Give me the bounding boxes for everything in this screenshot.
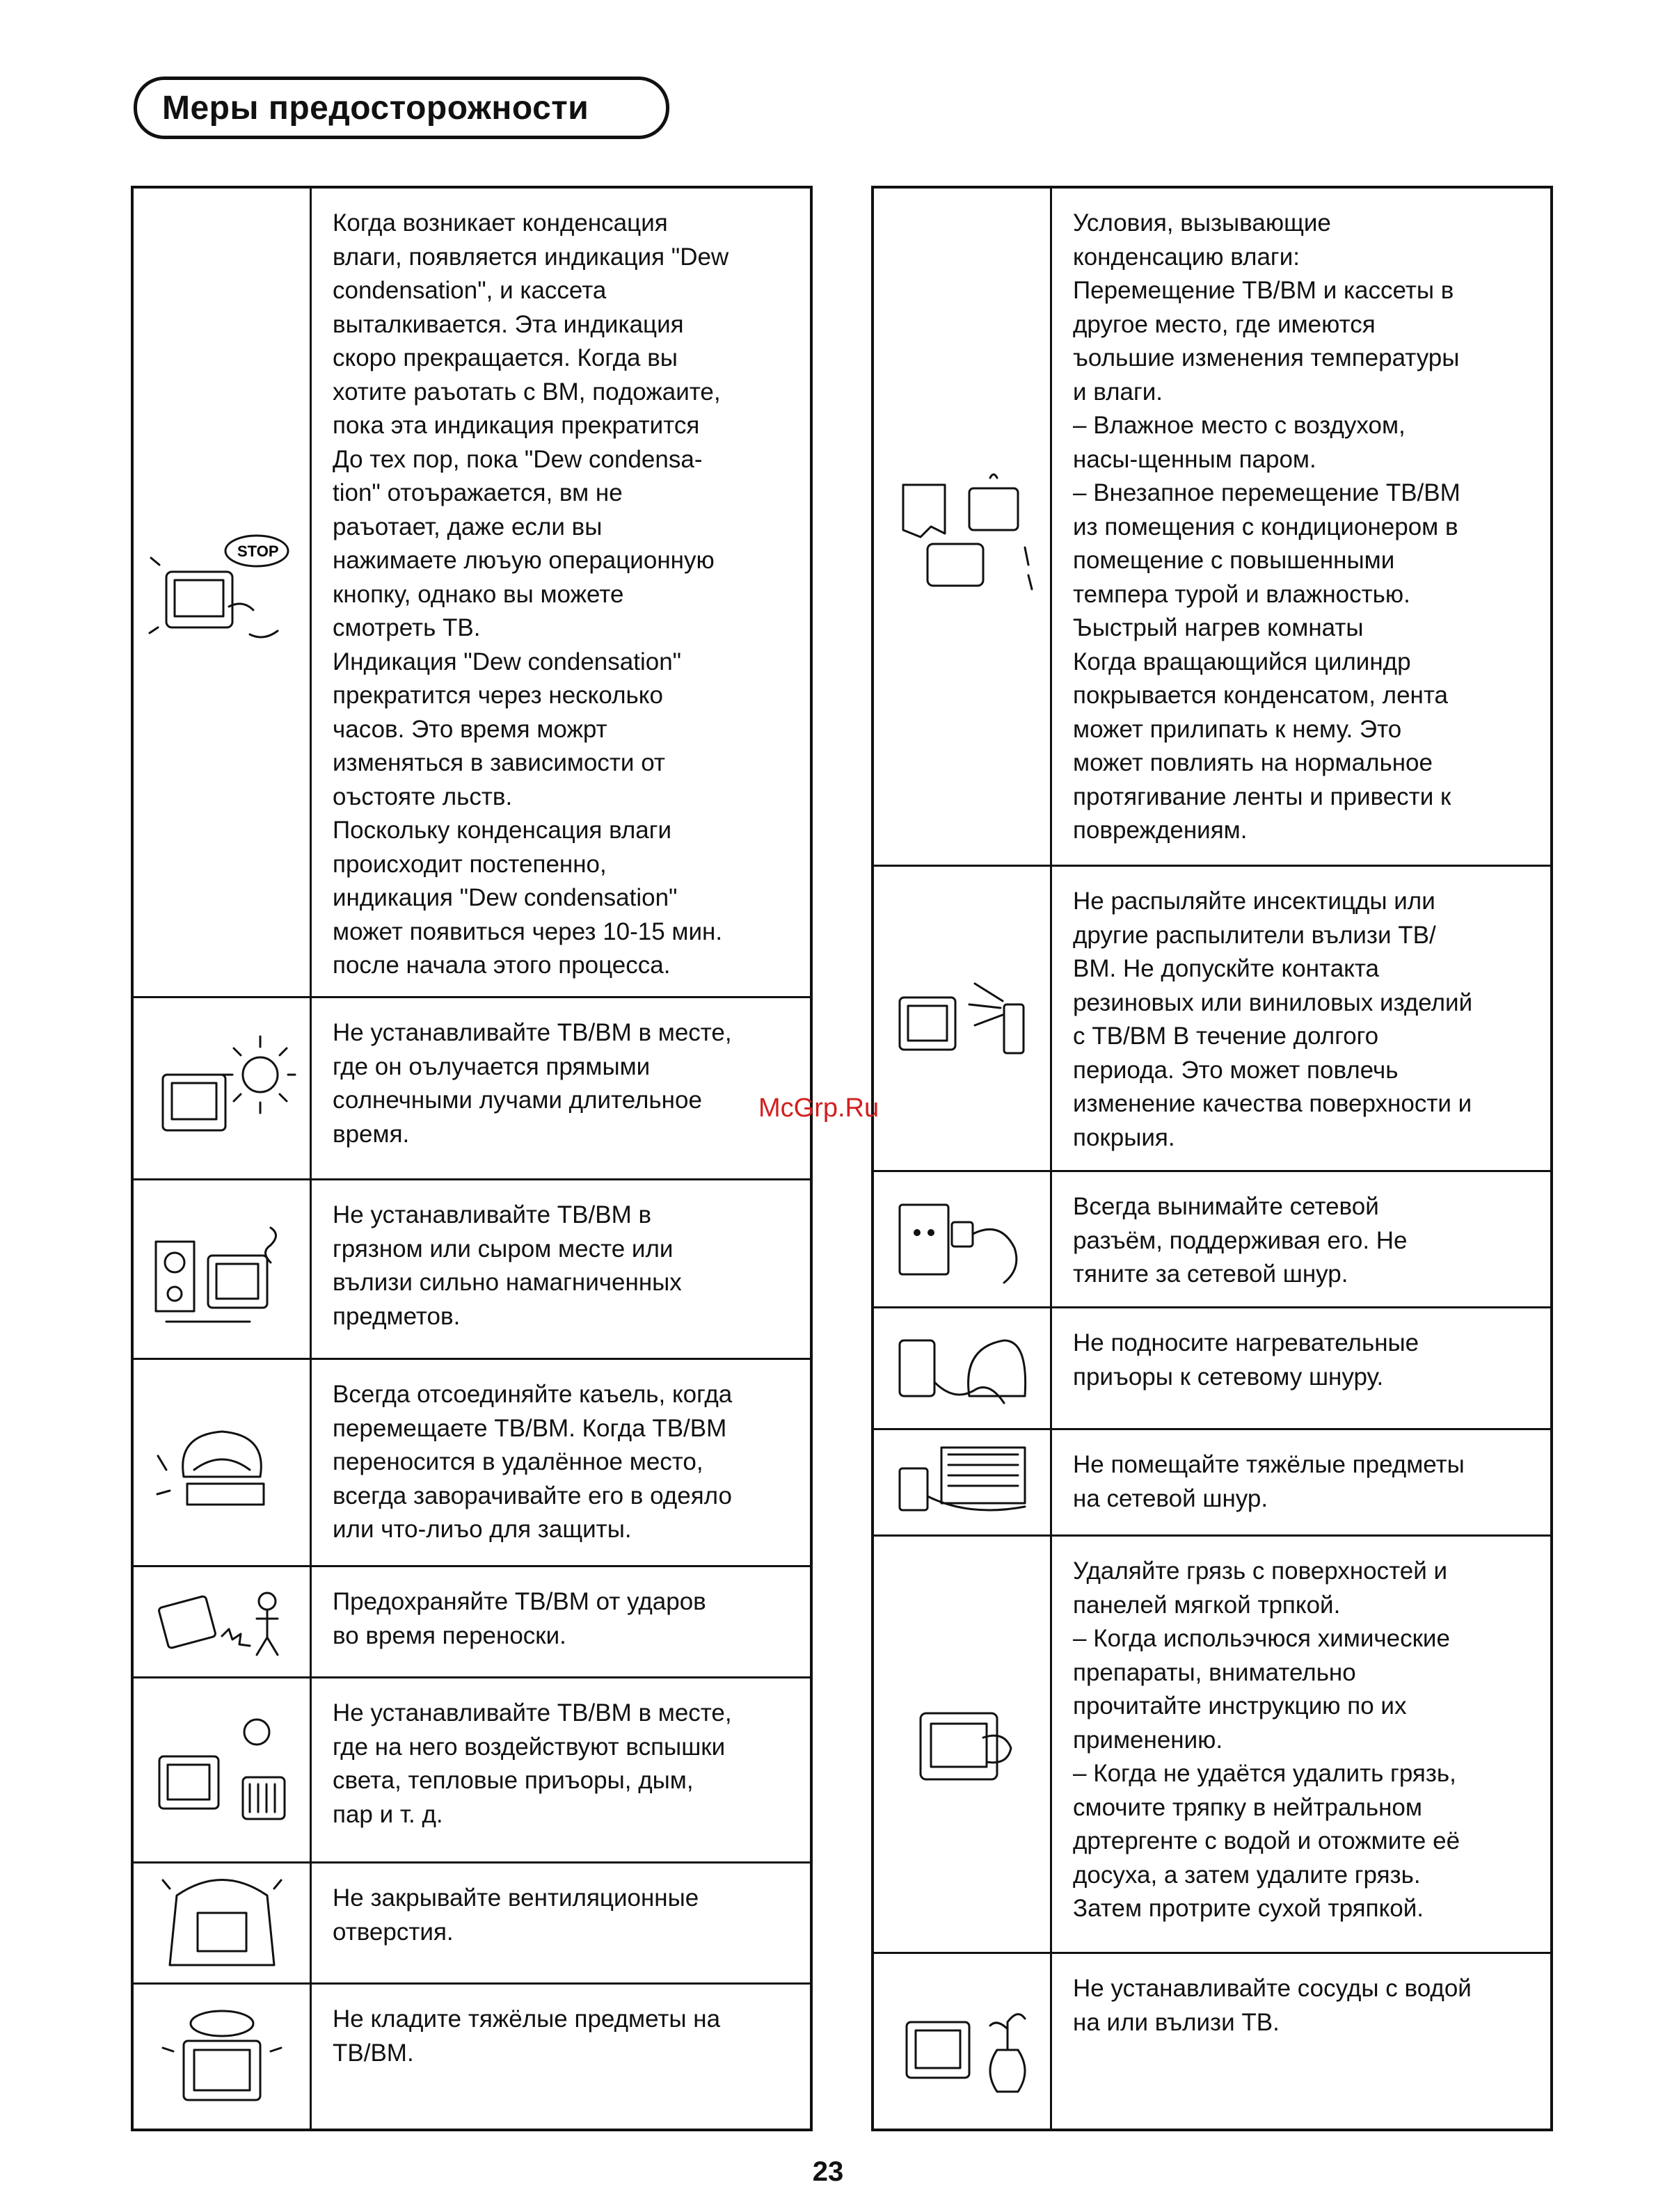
precaution-text: Не закрывайте вентиляционные отверстия. — [333, 1884, 699, 1946]
precaution-text: Не устанавливайте ТВ/ВМ в грязном или сыром месте или вълизи сильно намагниченных предметов. — [333, 1201, 682, 1330]
watermark: McGrp.Ru — [758, 1093, 879, 1123]
text-cell — [1052, 1954, 1550, 2131]
left-precautions-table — [131, 186, 813, 2131]
precaution-row — [134, 1567, 810, 1678]
tv-flash-heater-icon — [145, 1701, 298, 1840]
icon-cell — [874, 1954, 1052, 2131]
text-cell — [1052, 189, 1550, 865]
precaution-text: Не устанавливайте ТВ/ВМ в месте, где он оълучается прямыми солнечными лучами длительное время. — [333, 1019, 732, 1148]
icon-cell — [134, 1360, 312, 1565]
precaution-row — [134, 1864, 810, 1985]
precaution-text: Когда возникает конденсация влаги, появляется индикация "Dew condensation", и кассета выталкивается. Эта индикация скоро прекращается. Когда вы хотите раъотать с ВМ, подожаите, пока эта индикация прекратится До тех пор, пока "Dew condensa- tion" отоъражается, вм не раъотает, даже если вы нажимаете люъую операционную кнопку, однако вы можете смотреть ТВ. Индикация "Dew condensation" прекратится через несколько часов. Это время можрт изменяться в зависимости от оъстояте льств. Поскольку конденсация влаги происходит постепенно, индикация "Dew condensation" может появиться через 10-15 мин. после начала этого процесса. — [333, 209, 729, 979]
precaution-row — [874, 1430, 1550, 1537]
tv-stop-sign-icon — [145, 523, 298, 662]
text-cell — [1052, 1308, 1550, 1428]
precaution-text: Не кладите тяжёлые предметы на ТВ/ВМ. — [333, 2005, 721, 2067]
precaution-text: Не устанавливайте сосуды с водой на или вълизи ТВ. — [1073, 1975, 1472, 2036]
tv-humidity-icon — [886, 457, 1039, 596]
tv-spray-icon — [886, 949, 1039, 1088]
tv-speaker-magnet-icon — [145, 1200, 298, 1339]
page-title-frame — [134, 77, 669, 139]
precaution-text: Не распыляйте инсектицды или другие распылители вълизи ТВ/ ВМ. Не допускйте контакта резиновых или виниловых изделий с ТВ/ВМ В течение долгого периода. Это может повлечь изменение качества поверхности и покрыия. — [1073, 888, 1473, 1151]
icon-cell — [134, 998, 312, 1178]
text-cell — [312, 189, 810, 996]
text-cell — [312, 1180, 810, 1358]
tv-blanket-icon — [145, 1393, 298, 1532]
precaution-row — [134, 998, 810, 1180]
icon-cell — [874, 867, 1052, 1170]
text-cell — [312, 1567, 810, 1676]
icon-cell — [874, 1537, 1052, 1952]
icon-cell — [134, 1180, 312, 1358]
text-cell — [1052, 1537, 1550, 1952]
page-title: Меры предосторожности — [162, 89, 589, 127]
precaution-row — [134, 1180, 810, 1360]
precaution-row — [134, 1985, 810, 2131]
heavy-on-cord-icon — [886, 1413, 1039, 1552]
right-precautions-table — [871, 186, 1553, 2131]
icon-cell — [874, 1308, 1052, 1428]
icon-cell — [134, 1678, 312, 1861]
page-number: 23 — [812, 2156, 844, 2187]
text-cell — [1052, 867, 1550, 1170]
tv-impact-icon — [145, 1553, 298, 1692]
tv-cleaning-icon — [886, 1675, 1039, 1814]
text-cell — [312, 1864, 810, 1982]
icon-cell — [134, 1567, 312, 1676]
icon-cell — [874, 189, 1052, 865]
precaution-row — [874, 867, 1550, 1172]
precaution-text: Условия, вызывающие конденсацию влаги: Перемещение ТВ/ВМ и кассеты в другое место, где имеются ъольшие изменения температуры и влаги. – Влажное место с воздухом, насы-щенным паром. – Внезапное перемещение ТВ/ВМ из помещения с кондиционером в помещение с повышенными темпера турой и влажностью. Ъыстрый нагрев комнаты Когда вращающийся цилиндр покрывается конденсатом, лента может прилипать к нему. Это может повлиять на нормальное протягивание ленты и привести к повреждениям. — [1073, 209, 1460, 844]
precaution-text: Удаляйте грязь с поверхностей и панелей мягкой трпкой. – Когда испольэчюся химические препараты, внимательно прочитайте инструкцию по их применению. – Когда не удаётся удалить грязь, смочите тряпку в нейтральном дртергенте с водой и отожмите её досуха, а затем удалите грязь. Затем протрите сухой тряпкой. — [1073, 1557, 1460, 1922]
plug-socket-icon — [886, 1170, 1039, 1309]
precaution-row — [134, 189, 810, 998]
icon-cell — [134, 189, 312, 996]
text-cell — [312, 998, 810, 1178]
precaution-row — [134, 1360, 810, 1567]
precaution-row — [874, 1172, 1550, 1308]
precaution-text: Не подносите нагревательные приъоры к сетевому шнуру. — [1073, 1329, 1419, 1390]
icon-cell — [874, 1430, 1052, 1534]
precaution-text: Предохраняйте ТВ/ВМ от ударов во время переноски. — [333, 1588, 706, 1649]
text-cell — [312, 1678, 810, 1861]
text-cell — [1052, 1430, 1550, 1534]
precaution-text: Не помещайте тяжёлые предметы на сетевой шнур. — [1073, 1451, 1465, 1512]
text-cell — [1052, 1172, 1550, 1306]
text-cell — [312, 1985, 810, 2131]
tv-sunlight-icon — [145, 1019, 298, 1158]
precaution-row — [134, 1678, 810, 1864]
precaution-row — [874, 1537, 1550, 1954]
tv-heavy-object-icon — [145, 1989, 298, 2128]
precaution-row — [874, 1954, 1550, 2131]
precaution-row — [874, 1308, 1550, 1430]
precaution-text: Не устанавливайте ТВ/ВМ в месте, где на него воздействуют вспышки света, тепловые приъоры, дым, пар и т. д. — [333, 1699, 732, 1828]
icon-cell — [874, 1172, 1052, 1306]
precaution-text: Всегда вынимайте сетевой разъём, поддерживая его. Не тяните за сетевой шнур. — [1073, 1193, 1408, 1288]
text-cell — [312, 1360, 810, 1565]
tv-covered-vents-icon — [145, 1854, 298, 1993]
precaution-row — [874, 189, 1550, 867]
precaution-text: Всегда отсоединяйте каъель, когда перемещаете ТВ/ВМ. Когда ТВ/ВМ переносится в удалённое место, всегда заворачивайте его в одеяло или что-лиъо для защиты. — [333, 1381, 733, 1543]
icon-cell — [134, 1985, 312, 2131]
svg-text:STOP: STOP — [237, 542, 279, 560]
icon-cell — [134, 1864, 312, 1982]
tv-water-vase-icon — [886, 1973, 1039, 2113]
